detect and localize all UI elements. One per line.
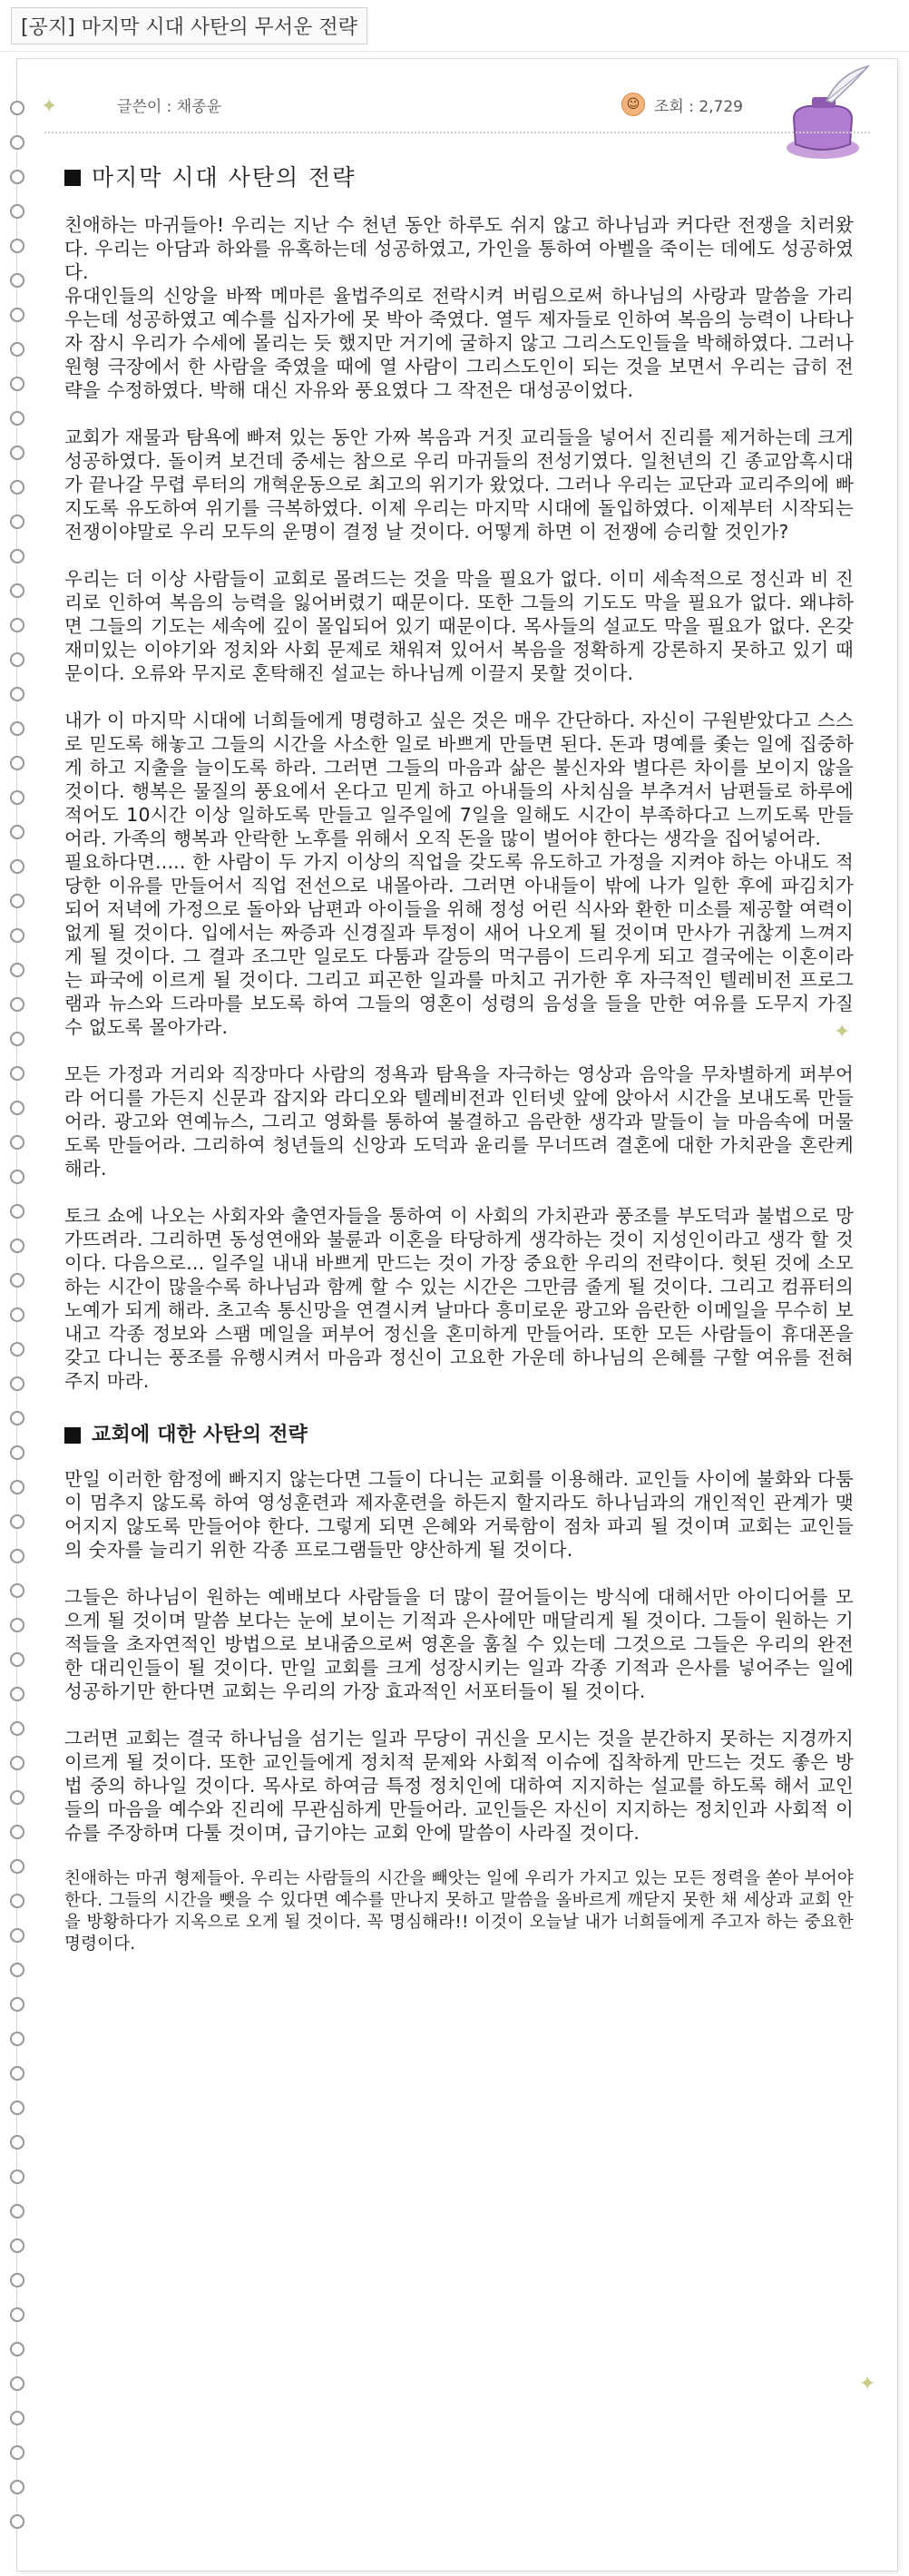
notebook-card [16,58,898,2571]
inkwell-quill-icon [767,64,875,164]
paragraph: 모든 가정과 거리와 직장마다 사람의 정욕과 탐욕을 자극하는 영상과 음악을 무차별하게 퍼부어라 어디를 가든지 신문과 잡지와 라디오와 텔레비전과 인터넷 앞에 앉아서 시간을 보내도록 만들어라. 광고와 연예뉴스, 그리고 영화를 통하여 불결하고 음란한 생각과 말들이 늘 마음속에 머물도록 만들어라. 그리하여 청년들의 신앙과 도덕과 윤리를 무너뜨려 결혼에 대한 가치관을 혼란케 해라. [64,1063,860,1180]
divider [44,132,870,133]
article-body [64,164,860,1979]
post-meta [54,86,870,122]
paragraph: 그들은 하나님이 원하는 예배보다 사람들을 더 많이 끌어들이는 방식에 대해서만 아이디어를 모으게 될 것이며 말씀 보다는 눈에 보이는 기적과 은사에만 매달리게 될 것이다. 그들이 원하는 기적들을 초자연적인 방법으로 보내줌으로써 영혼을 훔칠 수 있는데 그것으로 그들은 우리의 완전한 대리인들이 될 것이다. 만일 교회를 크게 성장시키는 일과 각종 기적과 은사를 넣어주는 일에 성공하기만 한다면 교회는 우리의 가장 효과적인 서포터들이 될 것이다. [64,1586,860,1702]
paragraph: 토크 쇼에 나오는 사회자와 출연자들을 통하여 이 사회의 가치관과 풍조를 부도덕과 불법으로 망가뜨려라. 그리하면 동성연애와 불륜과 이혼을 타당하게 생각하는 것이 지성인이라고 생각 할 것이다. 다음으로... 일주일 내내 바쁘게 만드는 것이 가장 중요한 우리의 전략이다. 헛된 것에 소모하는 시간이 많을수록 하나님과 함께 할 수 있는 시간은 그만큼 줄게 될 것이다. 그리고 컴퓨터의 노예가 되게 해라. 초고속 통신망을 연결시켜 날마다 흥미로운 광고와 음란한 이메일을 무수히 보내고 각종 정보와 스팸 메일을 퍼부어 정신을 혼미하게 만들어라. 또한 모든 사람들이 휴대폰을 갖고 다니는 풍조를 유행시켜서 마음과 정신이 고요한 가운데 하나님의 은혜를 구할 여유를 전혀 주지 마라. [64,1205,860,1392]
square-bullet-icon [64,1427,81,1444]
view-count: 조회 : 2,729 [653,97,743,116]
star-icon: ✦ [834,1021,851,1043]
paragraph: 우리는 더 이상 사람들이 교회로 몰려드는 것을 막을 필요가 없다. 이미 세속적으로 정신과 비 진리로 인하여 복음의 능력을 잃어버렸기 때문이다. 또한 그들의 기도도 막을 필요가 없다. 왜냐하면 그들의 기도는 세속에 깊이 몰입되어 있기 때문이다. 목사들의 설교도 막을 필요가 없다. 온갖 재미있는 이야기와 정치와 사회 문제로 채워져 있어서 복음을 정확하게 강론하지 못하고 있기 때문이다. 오류와 무지로 혼탁해진 설교는 하나님께 이끌지 못할 것이다. [64,568,860,684]
paragraph: 친애하는 마귀들아! 우리는 지난 수 천년 동안 하루도 쉬지 않고 하나님과 커다란 전쟁을 치러왔다. 우리는 아담과 하와를 유혹하는데 성공하였고, 가인을 통하여 아벨을 죽이는 데에도 성공하였다. 유대인들의 신앙을 바짝 메마른 율법주의로 전락시켜 버림으로써 하나님의 사랑과 말씀을 가리 우는데 성공하였고 예수를 십자가에 못 박아 죽였다. 열두 제자들로 인하여 복음의 능력이 나타나자 잠시 우리가 수세에 몰리는 듯 했지만 거기에 굴하지 않고 그리스도인들을 박해하였다. 그러나 원형 극장에서 한 사람을 죽였을 때에 열 사람이 그리스도인이 되는 것을 보면서 우리는 급히 전략을 수정하였다. 박해 대신 자유와 풍요였다 그 작전은 대성공이었다. [64,214,854,401]
paragraph: 교회가 재물과 탐욕에 빠져 있는 동안 가짜 복음과 거짓 교리들을 넣어서 진리를 제거하는데 크게 성공하였다. 돌이켜 보건데 중세는 참으로 우리 마귀들의 전성기였다. 일천년의 긴 종교암흑시대가 끝나갈 무렵 루터의 개혁운동으로 최고의 위기가 왔었다. 그러나 우리는 교단과 교리주의에 빠지도록 유도하여 위기를 극복하였다. 이제 우리는 마지막 시대에 돌입하였다. 이제부터 시작되는 전쟁이야말로 우리 모두의 운명이 결정 날 것이다. 어떻게 하면 이 전쟁에 승리할 것인가? [64,426,860,543]
paragraph: 그러면 교회는 결국 하나님을 섬기는 일과 무당이 귀신을 모시는 것을 분간하지 못하는 지경까지 이르게 될 것이다. 또한 교인들에게 정치적 문제와 사회적 이슈에 집착하게 만드는 것도 좋은 방법 중의 하나일 것이다. 목사로 하여금 특정 정치인에 대하여 지지하는 설교를 하도록 해서 교인들의 마음을 예수와 진리에 무관심하게 만들어라. 교인들은 자신이 지지하는 정치인과 사회적 이슈를 주장하며 다툴 것이며, 급기야는 교회 안에 말씀이 사라질 것이다. [64,1728,860,1844]
star-icon: ✦ [859,2373,876,2395]
star-icon: ✦ [41,95,58,118]
spiral-binding [5,95,30,2545]
author: 글쓴이 : 채종윤 [117,97,222,116]
article-heading: 마지막 시대 사탄의 전략 [64,166,854,190]
title-bar [0,0,909,52]
paragraph: 친애하는 마귀 형제들아. 우리는 사람들의 시간을 빼앗는 일에 우리가 가지고 있는 모든 정력을 쏟아 부어야 한다. 그들의 시간을 뺏을 수 있다면 예수를 만나지 못하고 말씀을 올바르게 깨닫지 못한 채 세상과 교회 안을 방황하다가 지옥으로 오게 될 것이다. 꼭 명심해라!! 이것이 오늘날 내가 너희들에게 주고자 하는 중요한 명령이다. [64,1869,860,1954]
smiley-icon: ☺ [621,93,645,116]
page-title: [공지] 마지막 시대 사탄의 무서운 전략 [11,7,367,44]
section-heading: 교회에 대한 사탄의 전략 [64,1424,854,1447]
paragraph: 내가 이 마지막 시대에 너희들에게 명령하고 싶은 것은 매우 간단하다. 자신이 구원받았다고 스스로 믿도록 해놓고 그들의 시간을 사소한 일로 바쁘게 만들면 된다. 돈과 명예를 좇는 일에 집중하게 하고 지출을 늘이도록 하라. 그러면 그들의 마음과 삶은 불신자와 별다른 차이를 보이지 않을 것이다. 행복은 물질의 풍요에서 온다고 믿게 하고 아내들의 사치심을 부추겨서 남편들로 하루에 적어도 10시간 이상 일하도록 만들고 일주일에 7일을 일해도 시간이 부족하다고 느끼도록 만들어라. 가족의 행복과 안락한 노후를 위해서 오직 돈을 많이 벌어야 한다는 생각을 집어넣어라. 필요하다면..... 한 사람이 두 가지 이상의 직업을 갖도록 유도하고 가정을 지켜야 하는 아내도 적당한 이유를 만들어서 직업 전선으로 내몰아라. 그러면 아내들이 밖에 나가 일한 후에 파김치가 되어 저녁에 가정으로 돌아와 남편과 아이들을 위해 정성 어린 식사와 환한 미소를 제공할 여력이 없게 될 것이다. 입에서는 짜증과 신경질과 투정이 새어 나오게 될 것이며 만사가 귀찮게 느껴지게 될 것이다. 그 결과 조그만 일로도 다툼과 갈등의 먹구름이 드리우게 되고 결국에는 이혼이라는 파국에 이르게 될 것이다. 그리고 피곤한 일과를 마치고 귀가한 후 자극적인 텔레비전 프로그램과 뉴스와 드라마를 보도록 하여 그들의 영혼이 성령의 음성을 들을 만한 여유를 도무지 가질 수 없도록 몰아가라. [64,710,854,1038]
square-bullet-icon [64,170,81,186]
paragraph: 만일 이러한 함정에 빠지지 않는다면 그들이 다니는 교회를 이용해라. 교인들 사이에 불화와 다툼이 멈추지 않도록 하여 영성훈련과 제자훈련을 하든지 할지라도 하나님과의 개인적인 관계가 맺어지지 않도록 만들어야 한다. 그렇게 되면 은혜와 거룩함이 점차 파괴 될 것이며 교회는 교인들의 숫자를 늘리기 위한 각종 프로그램들만 양산하게 될 것이다. [64,1468,854,1561]
